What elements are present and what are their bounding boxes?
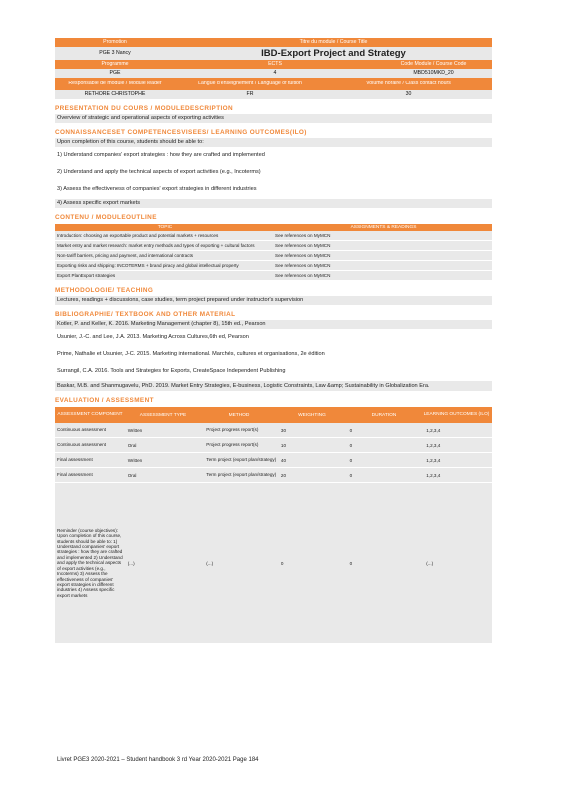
- table-row: [55, 271, 492, 281]
- table-row: [55, 423, 492, 438]
- eval-weighting: 40: [280, 457, 287, 463]
- eval-col-type: ASSESSMENT TYPE: [139, 412, 187, 418]
- eval-type: Written: [127, 457, 143, 463]
- eval-ilo: 1,2,3,4: [426, 472, 441, 478]
- eval-ilo: 1,2,3,4: [426, 427, 441, 433]
- header-row-2: [55, 47, 492, 60]
- outline-topic: Introduction: choosing an exportable product and potential markets + resources: [57, 232, 219, 238]
- langue-value: FR: [246, 91, 254, 97]
- page-footer: Livret PGE3 2020-2021 – Student handbook 3 rd Year 2020-2021 Page 184: [57, 757, 259, 763]
- eval-component: Continuous assessment: [57, 442, 107, 448]
- outline-topic: Market entry and market research: market entry methods and types of exporting + cultural factors: [57, 242, 255, 248]
- outline-reading: See references on MyMCN: [275, 263, 331, 268]
- eval-duration: 0: [349, 472, 353, 478]
- bibliography-item: Surrangil, C.A. 2016. Tools and Strategies for Exports, CreateSpace Independent Publishing: [57, 368, 286, 374]
- eval-weighting: 0: [280, 560, 284, 566]
- table-row: [55, 261, 492, 271]
- eval-col-duration: DURATION: [371, 412, 397, 418]
- bibliography-item: Usunier, J.-C. and Lee, J.A. 2013. Marketing Across Cultures,6th ed, Pearson: [57, 334, 249, 340]
- outline-reading: See references on MyMCN: [275, 273, 331, 278]
- eval-type: Written: [127, 427, 143, 433]
- eval-method: Term project (export plan/strategy): [206, 472, 277, 478]
- responsable-label: Responsable de module / Module leader: [68, 81, 162, 87]
- eval-method: (...): [206, 560, 214, 566]
- eval-component: Final assessment: [57, 472, 93, 478]
- outline-topic: Exporting risks and shipping: INCOTERMS + brand piracy and global intellectual property: [57, 262, 239, 268]
- ects-label: ECTS: [268, 61, 282, 67]
- eval-ilo: (...): [426, 560, 434, 566]
- table-row: [55, 483, 492, 643]
- outline-col-topic: TOPIC: [157, 225, 173, 230]
- eval-type: (...): [127, 560, 135, 566]
- eval-method: Project progress report(s): [206, 427, 259, 433]
- course-sheet: [55, 38, 492, 643]
- course-title: IBD-Export Project and Strategy: [261, 48, 406, 59]
- table-row: [55, 251, 492, 261]
- header-row-5: [55, 78, 492, 90]
- table-row: [55, 438, 492, 453]
- header-row-1: [55, 38, 492, 47]
- outcome-item: 3) Assess the effectiveness of companies' export strategies in different industries: [57, 186, 257, 192]
- eval-method: Term project (export plan/strategy): [206, 457, 277, 463]
- outline-table-header: [55, 224, 492, 231]
- eval-col-ilo: LEARNING OUTCOMES (ILO): [423, 412, 490, 418]
- eval-component: Final assessment: [57, 457, 93, 463]
- table-row: [55, 453, 492, 468]
- eval-reminder: Reminder (course objectives): Upon completion of this course, students should be able to: 1) Understand companies' export strategies : how they are crafted and implemented 2) Understand and apply the technical aspects of export activities (e.g., Incoterms) 3) Assess the effectiveness of companies' export strategies in different industries 4) Assess specific export markets: [57, 527, 123, 598]
- outcome-item: 4) Assess specific export markets: [55, 199, 492, 208]
- bibliography-item: Prime, Nathalie et Usunier, J-C. 2015. Marketing international. Marchés, cultures et organisations, 2e édition: [57, 351, 325, 357]
- eval-ilo: 1,2,3,4: [426, 457, 441, 463]
- volume-label: Volume horaire / Class contact hours: [366, 81, 451, 87]
- bibliography-item: Baskar, M.B. and Shanmugavelu, PhD. 2019. Market Entry Strategies, E-business, Logistic Constraints, Law &amp; Sustainability in Globalization Era.: [55, 381, 492, 391]
- outline-reading: See references on MyMCN: [275, 243, 331, 248]
- eval-duration: 0: [349, 427, 353, 433]
- programme-value: PGE: [109, 70, 121, 76]
- eval-weighting: 10: [280, 442, 287, 448]
- promotion-label: Promotion: [103, 39, 127, 45]
- outcome-item: 1) Understand companies' export strategies : how they are crafted and implemented: [57, 152, 265, 158]
- eval-weighting: 30: [280, 427, 287, 433]
- bibliography-heading: BIBLIOGRAPHIE/ TEXTBOOK AND OTHER MATERIAL: [55, 311, 236, 318]
- presentation-text: Overview of strategic and operational aspects of exporting activities: [55, 114, 492, 123]
- outline-col-readings: ASSIGNMENTS & READINGS: [350, 225, 417, 230]
- evaluation-heading: EVALUATION / ASSESSMENT: [55, 397, 154, 404]
- programme-label: Programme: [101, 61, 129, 67]
- methodology-heading: METHODOLOGIE/ TEACHING: [55, 287, 154, 294]
- table-row: [55, 468, 492, 483]
- outcome-item: 2) Understand and apply the technical aspects of export activities (e.g., Incoterms): [57, 169, 261, 175]
- outcomes-intro: Upon completion of this course, students should be able to:: [55, 138, 492, 147]
- promotion-value: PGE 3 Nancy: [99, 50, 131, 56]
- header-row-6: [55, 90, 492, 99]
- table-row: [55, 231, 492, 241]
- eval-col-method: METHOD: [228, 412, 250, 418]
- code-value: MBD510MKD_20: [413, 70, 454, 76]
- outline-reading: See references on MyMCN: [275, 233, 331, 238]
- bibliography-item: Kotler, P. and Keller, K. 2016. Marketing Management (chapter 8), 15th ed., Pearson: [55, 320, 492, 329]
- outline-heading: CONTENU / MODULEOUTLINE: [55, 214, 157, 221]
- volume-value: 30: [405, 91, 412, 97]
- langue-label: Langue d'enseignement / Language of tuition: [198, 81, 302, 87]
- eval-col-weighting: WEIGHTING: [298, 412, 326, 418]
- ects-value: 4: [273, 70, 277, 76]
- eval-type: Oral: [127, 472, 137, 478]
- outline-reading: See references on MyMCN: [275, 253, 331, 258]
- evaluation-table-header: [55, 407, 492, 423]
- eval-type: Oral: [127, 442, 137, 448]
- responsable-value: RETHORE CHRISTOPHE: [84, 91, 146, 97]
- methodology-text: Lectures, readings + discussions, case studies, term project prepared under instructor's supervision: [55, 296, 492, 305]
- title-label: Titre du module / Course Title: [299, 39, 368, 45]
- eval-duration: 0: [349, 457, 353, 463]
- header-row-4: [55, 69, 492, 78]
- outline-topic: Export PlanExport strategies: [57, 272, 116, 278]
- eval-duration: 0: [349, 442, 353, 448]
- eval-duration: 0: [349, 560, 353, 566]
- eval-method: Project progress report(s): [206, 442, 259, 448]
- header-row-3: [55, 60, 492, 69]
- table-row: [55, 241, 492, 251]
- eval-component: Continuous assessment: [57, 427, 107, 433]
- presentation-heading: PRESENTATION DU COURS / MODULEDESCRIPTION: [55, 105, 234, 112]
- eval-col-component: ASSESSMENT COMPONENT: [57, 412, 123, 418]
- outcomes-heading: CONNAISSANCESET COMPETENCESVISEES/ LEARNING OUTCOMES(ILO): [55, 129, 307, 136]
- eval-ilo: 1,2,3,4: [426, 442, 441, 448]
- code-label: Code Module / Course Code: [400, 61, 467, 67]
- outline-topic: Non-tariff barriers, pricing and payment, and international contracts: [57, 252, 194, 258]
- eval-weighting: 20: [280, 472, 287, 478]
